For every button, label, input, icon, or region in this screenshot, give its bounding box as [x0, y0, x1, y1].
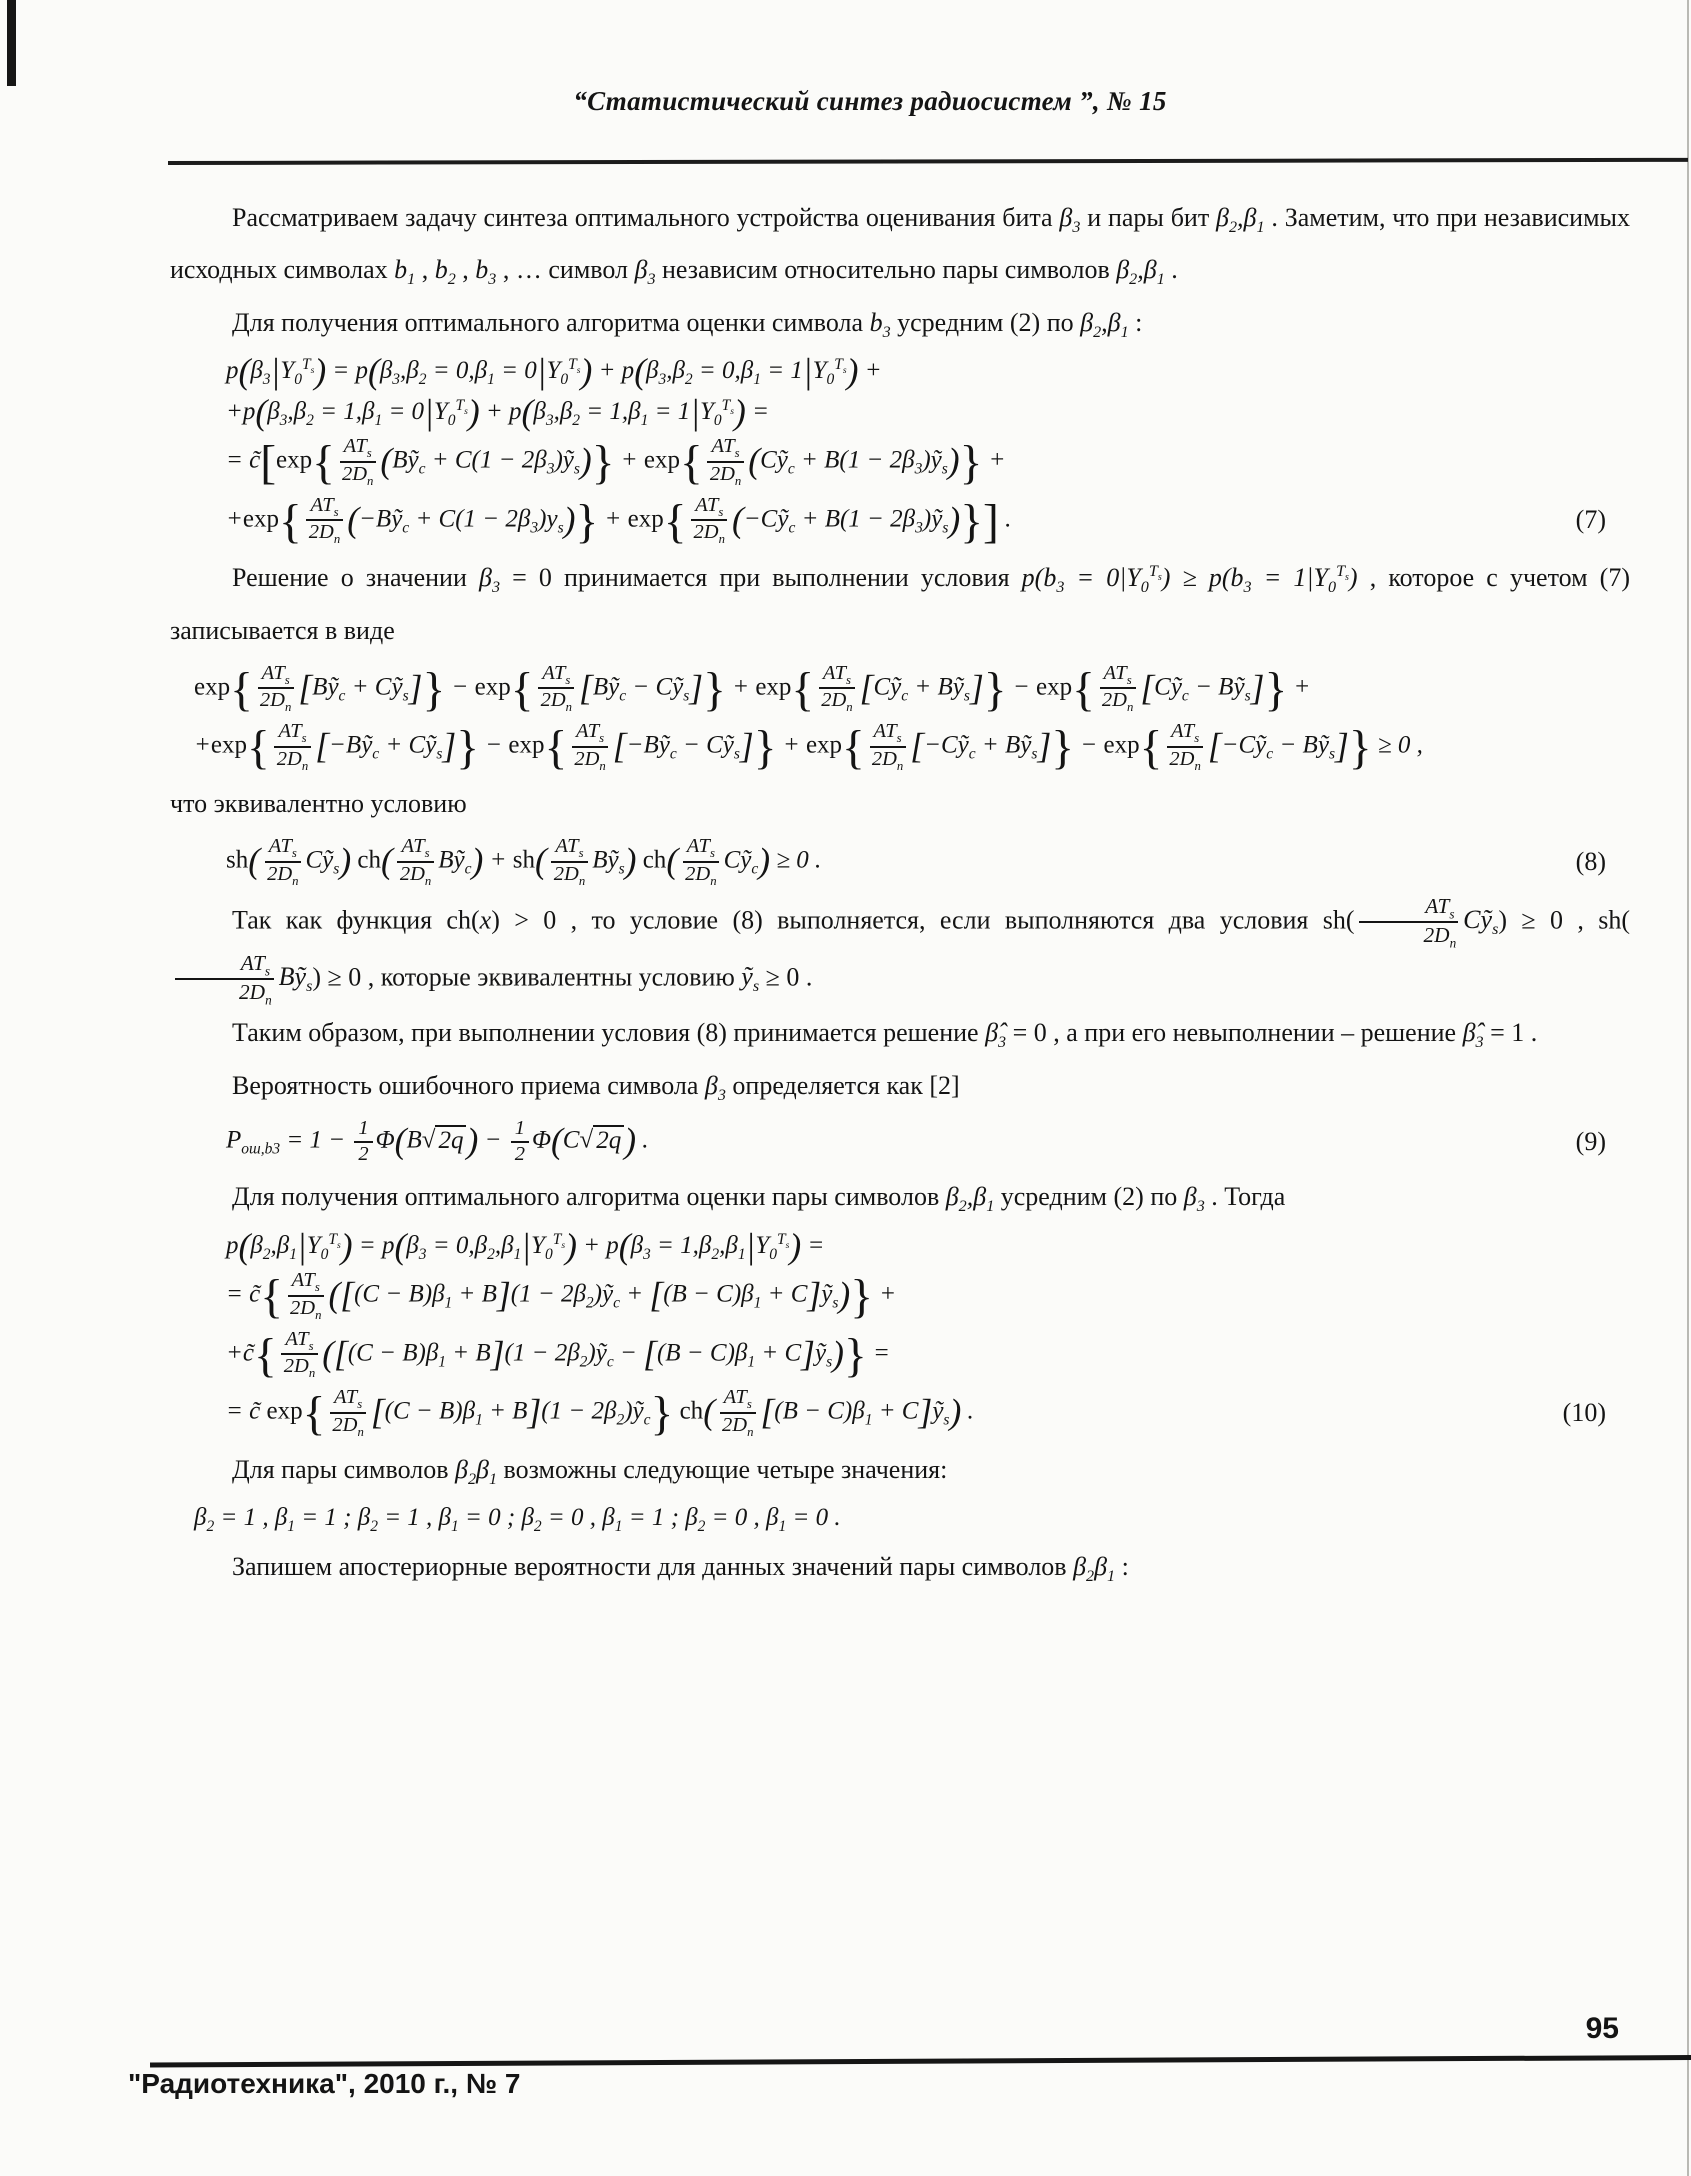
paragraph-ch-condition: Так как функция ch(x) > 0 , то условие (8) выполняется, если выполняются два условия sh( $\frac{AT_s}{2D_n}$ Cỹ$_s$) ≥ 0 , sh( $\frac{AT_s}{2D_n}$ Bỹ$_s$) ≥ 0 , которые эквивалентны условию ỹ$_s$ ≥ 0 . [170, 894, 1630, 1008]
paragraph-conclusion: Таким образом, при выполнении условия (8) принимается решение $\betâ_3 = 0$ , а при его невыполнении – решение $\betâ_3 = 1$ . [232, 1018, 1538, 1052]
equation-9: $P_{ош,b3} = 1$ − $\frac{1}{2}$ Φ(B√ 2q) − $\frac{1}{2}$ Φ(C√ 2q) . (9) [226, 1117, 1606, 1165]
page-number: 95 [1585, 2012, 1619, 2045]
paragraph-four-values: Для пары символов $\beta_2\beta_1$ возможны следующие четыре значения: [232, 1455, 948, 1489]
footer-divider [150, 2055, 1691, 2068]
paragraph-aposteriori: Запишем апостериорные вероятности для данных значений пары символов $\beta_2\beta_1$ : [232, 1552, 1129, 1586]
equation-10-line-3: +c̃{ $\frac{AT_s}{2D_n}$ ($[(C - B)\beta_1 + B](1$ − $2\beta_2)ỹ_c - [(B - C)\beta_1$ + C]ỹ$_s$)} = [226, 1327, 890, 1382]
equation-10-line-2: = c̃{ $\frac{AT_s}{2D_n}$ ($[(C - B)\beta_1 + B](1$ − $2\beta_2)ỹ_c + [(B - C)\beta_1$ + C]ỹ$_s$)} + [226, 1269, 897, 1324]
equation-number-9: (9) [1575, 1126, 1606, 1156]
footer-journal-ref: "Радиотехника", 2010 г., № 7 [128, 2068, 521, 2099]
equation-7-line-3: = c̃[exp{ $\frac{AT_s}{2D_n}$ (Bỹ$_c$ + $C(1 - 2\beta_3)ỹ_s)\} + \exp${ $\frac{AT_s}{2D_n}$ (Cỹ$_c$ + $B(1 - 2\beta_3)ỹ_s$)} + [226, 435, 1006, 490]
equation-number-7: (7) [1575, 505, 1606, 535]
equation-7-line-4: +exp{ $\frac{AT_s}{2D_n}$ (−Bỹ$_c$ + $C(1 - 2\beta_3)y_s)\} + \exp${ $\frac{AT_s}{2D_n}$ (−Cỹ$_c$ + $B(1 - 2\beta_3)ỹ_s$)}] . (7) [226, 493, 1606, 548]
equation-7-line-2: $+p(\beta_3,\beta_2 = 1,\beta_1 = 0|Y_0^{T_s}) + p(\beta_3,\beta_2 = 1,\beta_1 = 1|Y_0^{T_s})$ = [226, 391, 769, 432]
inequality-line-2: +exp{ $\frac{AT_s}{2D_n}$ [−Bỹ$_c$ + Cỹ$_s$]} − exp{ $\frac{AT_s}{2D_n}$ [−Bỹ$_c$ − Cỹ$_s$]} + exp{ $\frac{AT_s}{2D_n}$ [−Cỹ$_c$ + Bỹ$_s$]} − exp{ $\frac{AT_s}{2D_n}$ [−Cỹ$_c$ − Bỹ$_s$]} ≥ 0 , [194, 719, 1423, 774]
pair-values-line: $\beta_2 = 1$ , $\beta_1 = 1$ ; $\beta_2 = 1$ , $\beta_1 = 0$ ; $\beta_2 = 0$ , $\beta_1 = 1$ ; $\beta_2 = 0$ , $\beta_1 = 0$ . [194, 1503, 841, 1535]
equation-8: sh( $\frac{AT_s}{2D_n}$ Cỹ$_s$) ch( $\frac{AT_s}{2D_n}$ Bỹ$_c$) + sh( $\frac{AT_s}{2D_n}$ Bỹ$_s$) ch( $\frac{AT_s}{2D_n}$ Cỹ$_c$) ≥ 0 . (8) [226, 835, 1606, 889]
equation-10-line-1: $p(\beta_2,\beta_1|Y_0^{T_s}) = p(\beta_3 = 0,\beta_2,\beta_1|Y_0^{T_s}) + p(\beta_3 = 1,\beta_2,\beta_1|Y_0^{T_s})$ = [226, 1225, 825, 1266]
equation-7-line-1: $p(\beta_3|Y_0^{T_s}) = p(\beta_3,\beta_2 = 0,\beta_1 = 0|Y_0^{T_s}) + p(\beta_3,\beta_2 = 0,\beta_1 = 1|Y_0^{T_s})$ + [226, 351, 882, 392]
paragraph-pair-algorithm: Для получения оптимального алгоритма оценки пары символов $\beta_2,\beta_1$ усредним (2) по $\beta_3$ . Тогда [232, 1182, 1286, 1216]
paragraph-error-probability: Вероятность ошибочного приема символа $\beta_3$ определяется как [2] [232, 1070, 960, 1104]
scan-artifact [1687, 0, 1689, 2176]
running-head [70, 86, 1670, 117]
inequality-line-1: exp{ $\frac{AT_s}{2D_n}$ [Bỹ$_c$ + Cỹ$_s$]} − exp{ $\frac{AT_s}{2D_n}$ [Bỹ$_c$ − Cỹ$_s$]} + exp{ $\frac{AT_s}{2D_n}$ [Cỹ$_c$ + Bỹ$_s$]} − exp{ $\frac{AT_s}{2D_n}$ [Cỹ$_c$ − Bỹ$_s$]} + [194, 661, 1311, 716]
header-divider [168, 158, 1688, 165]
equation-number-8: (8) [1575, 846, 1606, 876]
journal-issue-title: “Статистический синтез радиосистем ”, № 15 [573, 86, 1167, 116]
equation-number-10: (10) [1562, 1397, 1606, 1427]
article-body [170, 192, 1630, 1594]
paragraph-decision: Решение о значении $\beta_3 = 0$ принимается при выполнении условия $p(b_3 = 0|Y_0^{T_s}) \ge p(b_3 = 1|Y_0^{T_s})$ , которое с учетом (7) записывается в виде [170, 563, 1630, 645]
scan-artifact [7, 0, 16, 86]
paragraph-task: Для получения оптимального алгоритма оценки символа $b_3$ усредним (2) по $\beta_2,\beta_1$ : [232, 307, 1143, 342]
paragraph-equivalent: что эквивалентно условию [170, 789, 467, 819]
equation-10-line-4: = c̃ exp{ $\frac{AT_s}{2D_n}$ $[(C - B)\beta_1 + B](1$ − $2\beta_2)ỹ_c$} ch( $\frac{AT_s}{2D_n}$ [$(B - C)\beta_1$ + C]ỹ$_s$) . (10) [226, 1386, 1606, 1440]
paragraph-intro: Рассматриваем задачу синтеза оптимального устройства оценивания бита $\beta_3$ и пары бит $\beta_2,\beta_1$ . Заметим, что при независимых исходных символах $b_1$ , $b_2$ , $b_3$ , … символ $\beta_3$ независим относительно пары символов $\beta_2,\beta_1$ . [170, 203, 1630, 289]
